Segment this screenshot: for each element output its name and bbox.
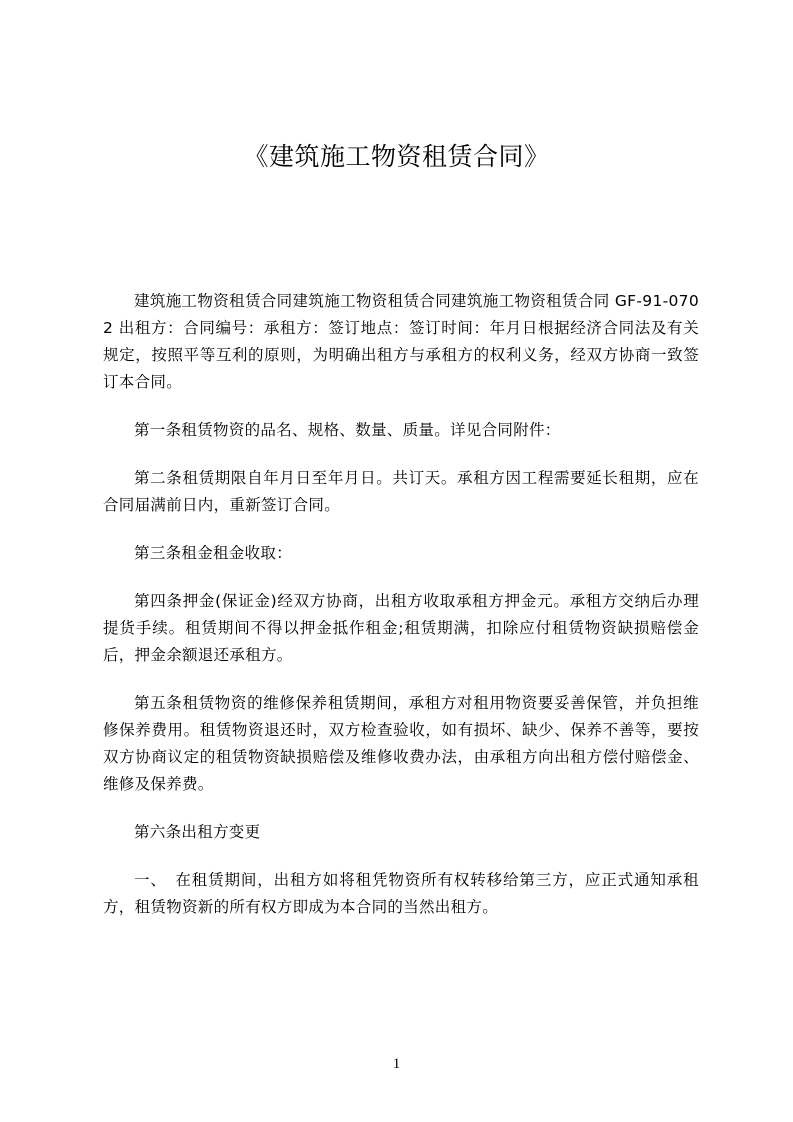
paragraph-article-5: 第五条租赁物资的维修保养租赁期间，承租方对租用物资要妥善保管，并负担维修保养费用。租赁物资退还时，双方检查验收，如有损坏、缺少、保养不善等，要按双方协商议定的租赁物资缺损赔偿及维修收费办法，由承租方向出租方偿付赔偿金、维修及保养费。 xyxy=(103,694,699,793)
paragraph-article-4: 第四条押金(保证金)经双方协商，出租方收取承租方押金元。承租方交纳后办理提货手续。租赁期间不得以押金抵作租金;租赁期满，扣除应付租赁物资缺损赔偿金后，押金余额退还承租方。 xyxy=(103,592,699,664)
paragraph-article-1: 第一条租赁物资的品名、规格、数量、质量。详见合同附件： xyxy=(134,421,561,439)
paragraph-article-2: 第二条租赁期限自年月日至年月日。共订天。承租方因工程需要延长租期，应在合同届满前日内，重新签订合同。 xyxy=(103,469,699,514)
page-number: 1 xyxy=(392,1056,401,1072)
paragraph-article-6: 第六条出租方变更 xyxy=(134,823,261,841)
paragraph-article-6-item-1: 一、 在租赁期间，出租方如将租凭物资所有权转移给第三方，应正式通知承租方，租赁物资新的所有权方即成为本合同的当然出租方。 xyxy=(103,871,699,916)
paragraph-article-3: 第三条租金租金收取： xyxy=(134,544,293,562)
paragraph-preamble: 建筑施工物资租赁合同建筑施工物资租赁合同建筑施工物资租赁合同 GF-91-0702 出租方：合同编号：承租方：签订地点：签订时间：年月日根据经济合同法及有关规定，按照平等互利的原则，为明确出租方与承租方的权利义务，经双方协商一致签订本合同。 xyxy=(103,292,699,391)
document-title: 《建筑施工物资租赁合同》 xyxy=(243,142,550,171)
document-body xyxy=(103,288,699,942)
